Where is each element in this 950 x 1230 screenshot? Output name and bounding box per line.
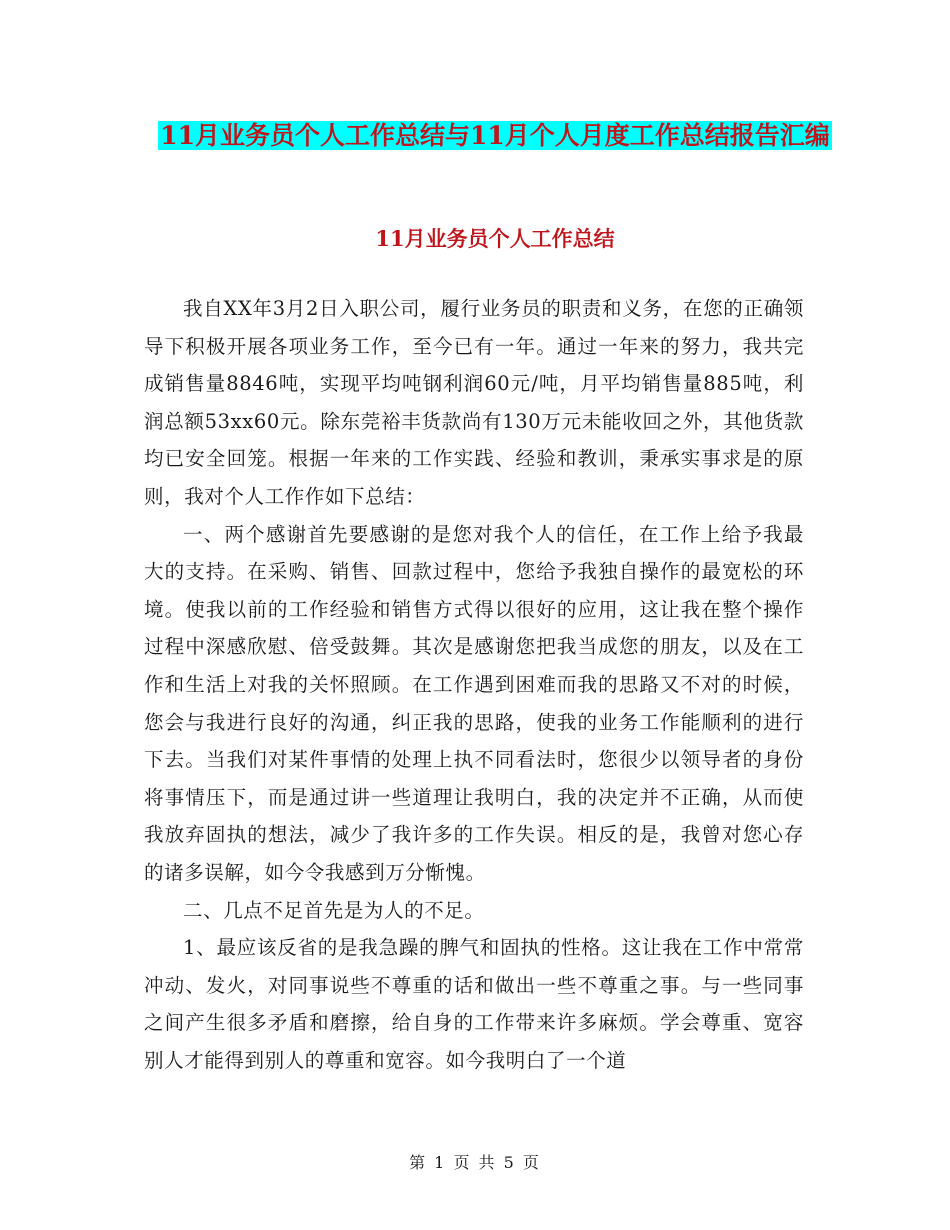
section-title: 11月业务员个人工作总结 (375, 226, 615, 251)
paragraph-3: 二、几点不足首先是为人的不足。 (183, 898, 485, 922)
paragraph-1: 我自XX年3月2日入职公司，履行业务员的职责和义务，在您的正确领导下积极开展各项业务工作，至今已有一年。通过一年来的努力，我共完成销售量8846吨，实现平均吨钢利润60元/吨，月平均销售量885吨，利润总额53xx60元。除东莞裕丰货款尚有130万元未能收回之外，其他货款均已安全回笼。根据一年来的工作实践、经验和教训，秉承实事求是的原则，我对个人工作作如下总结： (144, 297, 804, 508)
document-title (140, 112, 850, 160)
document-body (144, 290, 804, 1079)
document-title-text: 11月业务员个人工作总结与11月个人月度工作总结报告汇编 (160, 121, 830, 150)
page-footer: 第 1 页 共 5 页 (409, 1153, 541, 1172)
paragraph-4: 1、最应该反省的是我急躁的脾气和固执的性格。这让我在工作中常常冲动、发火，对同事说些不尊重的话和做出一些不尊重之事。与一些同事之间产生很多矛盾和磨擦，给自身的工作带来许多麻烦。学会尊重、宽容别人才能得到别人的尊重和宽容。如今我明白了一个道 (144, 936, 804, 1072)
paragraph-2: 一、两个感谢首先要感谢的是您对我个人的信任，在工作上给予我最大的支持。在采购、销售、回款过程中，您给予我独自操作的最宽松的环境。使我以前的工作经验和销售方式得以很好的应用，这让我在整个操作过程中深感欣慰、倍受鼓舞。其次是感谢您把我当成您的朋友，以及在工作和生活上对我的关怀照顾。在工作遇到困难而我的思路又不对的时候，您会与我进行良好的沟通，纠正我的思路，使我的业务工作能顺利的进行下去。当我们对某件事情的处理上执不同看法时，您很少以领导者的身份将事情压下，而是通过讲一些道理让我明白，我的决定并不正确，从而使我放弃固执的想法，减少了我许多的工作失误。相反的是，我曾对您心存的诸多误解，如今令我感到万分惭愧。 (144, 522, 804, 884)
